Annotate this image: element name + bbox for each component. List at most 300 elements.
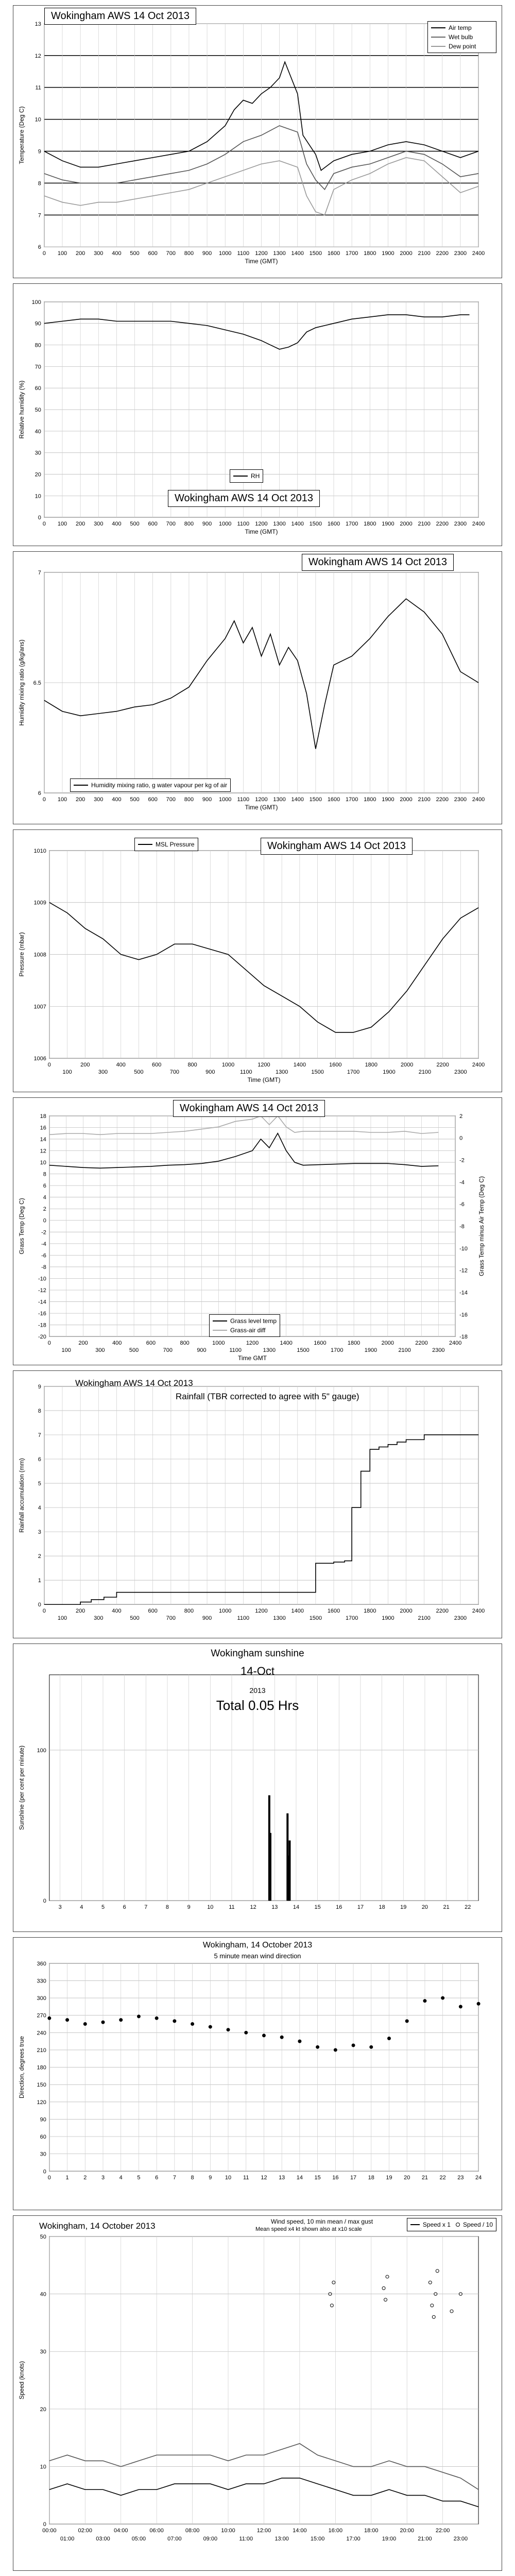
rainfall-title: Wokingham AWS 14 Oct 2013 bbox=[75, 1378, 193, 1388]
legend-swatch bbox=[431, 27, 445, 28]
legend-swatch bbox=[213, 1330, 227, 1331]
y-tick-label: -4 bbox=[41, 1241, 46, 1247]
y-tick-label: -16 bbox=[38, 1311, 46, 1317]
data-point bbox=[352, 2044, 355, 2047]
x-tick-label: 1700 bbox=[345, 521, 358, 528]
x-tick-label: 800 bbox=[184, 1608, 194, 1615]
y-tick-label: 270 bbox=[37, 2012, 46, 2019]
y-tick-label: 5 bbox=[38, 1481, 41, 1487]
mixing-ratio-chart bbox=[13, 551, 502, 824]
x-tick-label: 00:00 bbox=[42, 2528, 57, 2534]
x-tick-label: 1100 bbox=[237, 796, 250, 803]
wind-direction-chart bbox=[13, 1937, 502, 2210]
x-tick-label: 23:00 bbox=[453, 2536, 468, 2543]
x-tick-label: 2400 bbox=[472, 1062, 485, 1069]
data-point bbox=[119, 2019, 123, 2022]
x-tick-label: 10 bbox=[225, 2175, 232, 2181]
x-tick-label: 12:00 bbox=[256, 2528, 271, 2534]
data-point bbox=[316, 2045, 319, 2048]
x-tick-label: 20:00 bbox=[400, 2528, 414, 2534]
x-tick-label: 900 bbox=[205, 1069, 215, 1076]
y-tick-label: 12 bbox=[40, 1148, 46, 1155]
data-point bbox=[477, 2002, 480, 2005]
x-tick-label: 200 bbox=[78, 1340, 88, 1347]
grass-temp-legend bbox=[209, 1314, 280, 1337]
legend-mixing-ratio bbox=[74, 781, 227, 790]
x-tick-label: 7 bbox=[173, 2175, 176, 2181]
x-tick-label: 1200 bbox=[255, 1608, 268, 1615]
x-tick-label: 200 bbox=[75, 796, 85, 803]
x-tick-label: 2200 bbox=[436, 521, 449, 528]
legend-grass-level bbox=[213, 1316, 277, 1326]
wind-speed-svg bbox=[13, 2216, 502, 2570]
data-point bbox=[137, 2015, 140, 2018]
y-tick-label: 10 bbox=[35, 493, 41, 500]
data-point bbox=[280, 2036, 283, 2039]
y-tick-label: 6.5 bbox=[33, 680, 41, 687]
x-tick-label: 4 bbox=[80, 1904, 83, 1911]
x-tick-label: 1700 bbox=[347, 1069, 360, 1076]
y-tick-label: -20 bbox=[38, 1334, 46, 1341]
x-axis-label: Time GMT bbox=[237, 1354, 267, 1362]
x-tick-label: 1000 bbox=[219, 250, 232, 257]
x-tick-label: 700 bbox=[166, 1615, 176, 1622]
x-tick-label: 1500 bbox=[311, 1069, 324, 1076]
x-tick-label: 2400 bbox=[472, 1608, 485, 1615]
y-axis-label: Speed (knots) bbox=[18, 2361, 25, 2400]
x-tick-label: 1800 bbox=[364, 1608, 376, 1615]
rainfall-subtitle: Rainfall (TBR corrected to agree with 5" gauge) bbox=[176, 1392, 359, 1401]
data-point bbox=[83, 2023, 87, 2026]
x-axis-label: Time (GMT) bbox=[245, 258, 278, 265]
x-tick-label: 0 bbox=[42, 796, 46, 803]
x-axis-label: Time (GMT) bbox=[247, 1076, 281, 1084]
legend-label: Humidity mixing ratio, g water vapour per kg of air bbox=[91, 782, 228, 789]
x-tick-label: 1900 bbox=[382, 1615, 394, 1622]
x-tick-label: 500 bbox=[129, 1347, 139, 1354]
x-tick-label: 21 bbox=[443, 1904, 450, 1911]
x-axis-label: Time (GMT) bbox=[245, 528, 278, 536]
x-tick-label: 16:00 bbox=[328, 2528, 343, 2534]
x-tick-label: 1400 bbox=[280, 1340, 293, 1347]
x-tick-label: 20 bbox=[404, 2175, 410, 2181]
y-tick-label: 20 bbox=[35, 471, 41, 478]
y2-tick-label: -18 bbox=[459, 1334, 468, 1341]
x-tick-label: 1100 bbox=[237, 521, 250, 528]
x-tick-label: 1400 bbox=[291, 796, 304, 803]
x-tick-label: 2300 bbox=[454, 1615, 467, 1622]
y2-tick-label: -10 bbox=[459, 1245, 468, 1252]
x-tick-label: 1900 bbox=[382, 521, 394, 528]
x-tick-label: 11 bbox=[243, 2175, 249, 2181]
legend-label: Grass level temp bbox=[230, 1317, 277, 1325]
y-tick-label: -18 bbox=[38, 1322, 46, 1329]
y-tick-label: 6 bbox=[43, 1183, 46, 1190]
y-tick-label: 4 bbox=[38, 1505, 41, 1512]
x-tick-label: 300 bbox=[94, 1615, 104, 1622]
x-tick-label: 1900 bbox=[382, 250, 394, 257]
y-tick-label: 6 bbox=[38, 1456, 41, 1463]
x-tick-label: 1200 bbox=[255, 521, 268, 528]
y-axis-label: Rainfall accumulation (mm) bbox=[18, 1458, 25, 1533]
grass-temp-title: Wokingham AWS 14 Oct 2013 bbox=[173, 1100, 325, 1117]
y-axis-label: Sunshine (per cent per minute) bbox=[18, 1745, 25, 1831]
x-tick-label: 1300 bbox=[263, 1347, 276, 1354]
x-tick-label: 0 bbox=[42, 521, 46, 528]
data-point bbox=[370, 2045, 373, 2048]
y-tick-label: 1007 bbox=[33, 1004, 46, 1010]
x-tick-label: 2200 bbox=[436, 1062, 449, 1069]
legend-swatch bbox=[138, 844, 152, 845]
y-tick-label: 0 bbox=[38, 1602, 41, 1608]
x-tick-label: 14 bbox=[293, 1904, 300, 1911]
y-tick-label: 360 bbox=[37, 1960, 46, 1967]
humidity-legend bbox=[230, 469, 263, 483]
y-tick-label: 180 bbox=[37, 2064, 46, 2071]
sunshine-bar bbox=[288, 1840, 290, 1901]
data-point bbox=[173, 2020, 176, 2023]
legend-label: Air temp bbox=[449, 24, 472, 31]
y-tick-label: 0 bbox=[43, 2521, 46, 2528]
x-tick-label: 15:00 bbox=[310, 2536, 325, 2543]
x-tick-label: 200 bbox=[75, 1608, 85, 1615]
x-tick-label: 14 bbox=[296, 2175, 303, 2181]
x-tick-label: 200 bbox=[75, 521, 85, 528]
wind-speed-title: Wokingham, 14 October 2013 bbox=[39, 2221, 156, 2231]
x-tick-label: 1300 bbox=[275, 1069, 288, 1076]
y2-tick-label: -4 bbox=[459, 1179, 465, 1186]
x-tick-label: 13 bbox=[271, 1904, 278, 1911]
x-tick-label: 300 bbox=[94, 250, 104, 257]
temperature-chart bbox=[13, 5, 502, 278]
y2-tick-label: -2 bbox=[459, 1157, 465, 1164]
y-tick-label: -6 bbox=[41, 1252, 46, 1259]
y-axis-label: Direction, degrees true bbox=[18, 2036, 25, 2098]
x-tick-label: 400 bbox=[112, 796, 122, 803]
rainfall-chart bbox=[13, 1370, 502, 1638]
x-tick-label: 13 bbox=[279, 2175, 285, 2181]
data-point bbox=[405, 2020, 408, 2023]
x-tick-label: 600 bbox=[148, 250, 158, 257]
x-tick-label: 2000 bbox=[401, 1062, 414, 1069]
x-tick-label: 100 bbox=[57, 1615, 67, 1622]
x-tick-label: 2400 bbox=[472, 521, 485, 528]
y-tick-label: 100 bbox=[31, 299, 41, 306]
x-tick-label: 1100 bbox=[229, 1347, 242, 1354]
legend-wet-bulb bbox=[431, 32, 493, 42]
data-point bbox=[48, 2016, 51, 2020]
x-tick-label: 5 bbox=[101, 1904, 105, 1911]
x-tick-label: 700 bbox=[166, 521, 176, 528]
x-tick-label: 1800 bbox=[364, 250, 376, 257]
x-tick-label: 1000 bbox=[219, 796, 232, 803]
x-tick-label: 1200 bbox=[258, 1062, 270, 1069]
data-point bbox=[101, 2021, 105, 2024]
x-tick-label: 700 bbox=[166, 250, 176, 257]
x-tick-label: 1700 bbox=[331, 1347, 344, 1354]
data-point bbox=[155, 2016, 158, 2020]
y-axis-label: Relative humidity (%) bbox=[18, 380, 25, 439]
x-tick-label: 1600 bbox=[327, 796, 340, 803]
y-tick-label: 100 bbox=[37, 1747, 46, 1754]
wind-direction-subtitle: 5 minute mean wind direction bbox=[214, 1952, 301, 1960]
rainfall-svg bbox=[13, 1371, 502, 1638]
x-tick-label: 100 bbox=[62, 1069, 72, 1076]
x-tick-label: 3 bbox=[101, 2175, 105, 2181]
x-tick-label: 1700 bbox=[345, 1615, 358, 1622]
y-axis-label: Temperature (Deg C) bbox=[18, 106, 25, 164]
x-tick-label: 18 bbox=[368, 2175, 374, 2181]
y-tick-label: 8 bbox=[38, 1408, 41, 1414]
x-tick-label: 500 bbox=[130, 796, 140, 803]
y-tick-label: 50 bbox=[40, 2233, 46, 2240]
x-tick-label: 8 bbox=[165, 1904, 169, 1911]
x-tick-label: 1000 bbox=[221, 1062, 235, 1069]
x-tick-label: 300 bbox=[98, 1069, 108, 1076]
x-tick-label: 10 bbox=[207, 1904, 214, 1911]
x-tick-label: 20 bbox=[421, 1904, 428, 1911]
x-tick-label: 9 bbox=[209, 2175, 212, 2181]
x-tick-label: 600 bbox=[146, 1340, 156, 1347]
y-tick-label: 2 bbox=[38, 1553, 41, 1560]
x-tick-label: 900 bbox=[202, 796, 212, 803]
x-tick-label: 14:00 bbox=[293, 2528, 307, 2534]
y-tick-label: 60 bbox=[40, 2134, 46, 2141]
x-tick-label: 2100 bbox=[418, 521, 431, 528]
x-tick-label: 1100 bbox=[237, 1615, 250, 1622]
y-axis-label: Pressure (mbar) bbox=[18, 932, 25, 977]
x-tick-label: 4 bbox=[119, 2175, 123, 2181]
x-tick-label: 100 bbox=[57, 250, 67, 257]
y-tick-label: 80 bbox=[35, 342, 41, 349]
pressure-chart bbox=[13, 829, 502, 1092]
x-tick-label: 22 bbox=[439, 2175, 446, 2181]
x-tick-label: 1500 bbox=[309, 250, 322, 257]
x-tick-label: 1200 bbox=[255, 796, 268, 803]
x-tick-label: 0 bbox=[47, 1340, 51, 1347]
x-tick-label: 0 bbox=[42, 1608, 46, 1615]
y-tick-label: 8 bbox=[38, 180, 41, 187]
legend-label: Grass-air diff bbox=[230, 1327, 266, 1334]
x-tick-label: 17:00 bbox=[346, 2536, 360, 2543]
data-point bbox=[334, 2048, 337, 2052]
legend-label: Dew point bbox=[449, 43, 476, 50]
x-tick-label: 8 bbox=[191, 2175, 194, 2181]
legend-label: Speed / 10 bbox=[462, 2221, 493, 2228]
data-point bbox=[459, 2005, 462, 2008]
wind-speed-legend bbox=[407, 2218, 496, 2231]
y-tick-label: 300 bbox=[37, 1995, 46, 2002]
y-tick-label: -2 bbox=[41, 1229, 46, 1236]
y2-tick-label: -6 bbox=[459, 1201, 465, 1208]
legend-dew-point bbox=[431, 42, 493, 51]
y-tick-label: 1006 bbox=[33, 1056, 46, 1062]
x-tick-label: 18 bbox=[379, 1904, 385, 1911]
y-tick-label: 0 bbox=[43, 1898, 46, 1905]
x-tick-label: 2400 bbox=[472, 250, 485, 257]
x-tick-label: 1600 bbox=[329, 1062, 342, 1069]
legend-rh bbox=[233, 471, 260, 481]
y-tick-label: 1010 bbox=[33, 848, 46, 854]
x-tick-label: 1900 bbox=[383, 1069, 396, 1076]
x-tick-label: 3 bbox=[58, 1904, 62, 1911]
y-tick-label: 1009 bbox=[33, 900, 46, 906]
x-tick-label: 2300 bbox=[454, 796, 467, 803]
x-tick-label: 2000 bbox=[400, 521, 413, 528]
x-tick-label: 13:00 bbox=[274, 2536, 289, 2543]
x-tick-label: 1700 bbox=[345, 796, 358, 803]
x-tick-label: 0 bbox=[47, 2175, 51, 2181]
x-tick-label: 17 bbox=[350, 2175, 357, 2181]
y-tick-label: 20 bbox=[40, 2406, 46, 2413]
y-tick-label: 11 bbox=[35, 84, 41, 91]
sunshine-title: Wokingham sunshine bbox=[211, 1648, 304, 1659]
wind-direction-title: Wokingham, 14 October 2013 bbox=[202, 1941, 313, 1950]
x-tick-label: 2200 bbox=[436, 1608, 449, 1615]
humidity-title: Wokingham AWS 14 Oct 2013 bbox=[168, 490, 320, 507]
x-tick-label: 500 bbox=[130, 250, 140, 257]
pressure-svg bbox=[13, 830, 502, 1092]
x-tick-label: 1300 bbox=[273, 796, 286, 803]
y2-tick-label: 2 bbox=[459, 1113, 463, 1120]
data-point bbox=[209, 2025, 212, 2028]
x-tick-label: 500 bbox=[130, 521, 140, 528]
x-tick-label: 1600 bbox=[314, 1340, 327, 1347]
y-tick-label: 120 bbox=[37, 2099, 46, 2106]
x-tick-label: 15 bbox=[314, 2175, 321, 2181]
x-tick-label: 700 bbox=[169, 1069, 180, 1076]
y-tick-label: 30 bbox=[40, 2151, 46, 2158]
x-tick-label: 2000 bbox=[400, 796, 413, 803]
sunshine-year: 2013 bbox=[249, 1686, 266, 1694]
y-tick-label: 8 bbox=[43, 1171, 46, 1178]
x-tick-label: 500 bbox=[134, 1069, 144, 1076]
sunshine-bar bbox=[269, 1833, 271, 1901]
x-tick-label: 2400 bbox=[449, 1340, 462, 1347]
y-tick-label: 3 bbox=[38, 1529, 41, 1536]
x-tick-label: 16 bbox=[332, 2175, 339, 2181]
x-tick-label: 800 bbox=[184, 250, 194, 257]
x-tick-label: 2100 bbox=[418, 1615, 431, 1622]
x-tick-label: 800 bbox=[184, 521, 194, 528]
x-tick-label: 18:00 bbox=[364, 2528, 379, 2534]
x-tick-label: 08:00 bbox=[185, 2528, 200, 2534]
sunshine-total: Total 0.05 Hrs bbox=[216, 1698, 299, 1713]
x-tick-label: 1400 bbox=[293, 1062, 306, 1069]
y-tick-label: -12 bbox=[38, 1287, 46, 1294]
y-tick-label: -8 bbox=[41, 1264, 46, 1270]
legend-swatch bbox=[431, 46, 445, 47]
x-tick-label: 400 bbox=[116, 1062, 126, 1069]
legend-speed-x1 bbox=[410, 2220, 451, 2229]
x-tick-label: 04:00 bbox=[113, 2528, 128, 2534]
wind-speed-subtitle: Wind speed, 10 min mean / max gust bbox=[271, 2218, 373, 2225]
y-tick-label: 13 bbox=[35, 21, 41, 27]
x-tick-label: 700 bbox=[163, 1347, 173, 1354]
x-tick-label: 2000 bbox=[400, 250, 413, 257]
y-tick-label: 60 bbox=[35, 385, 41, 392]
x-tick-label: 1000 bbox=[219, 521, 232, 528]
x-tick-label: 1300 bbox=[273, 250, 286, 257]
x-tick-label: 400 bbox=[112, 1340, 122, 1347]
x-tick-label: 1500 bbox=[309, 1615, 322, 1622]
y-tick-label: -10 bbox=[38, 1276, 46, 1282]
wind-speed-chart bbox=[13, 2215, 502, 2571]
legend-swatch bbox=[233, 476, 248, 477]
y-tick-label: 150 bbox=[37, 2082, 46, 2089]
legend-swatch bbox=[74, 785, 88, 786]
y-tick-label: 6 bbox=[38, 244, 41, 251]
y-tick-label: 16 bbox=[40, 1125, 46, 1131]
x-tick-label: 900 bbox=[202, 1615, 212, 1622]
x-tick-label: 19 bbox=[400, 1904, 407, 1911]
grass-temp-chart bbox=[13, 1097, 502, 1365]
legend-grass-air bbox=[213, 1326, 277, 1335]
y-tick-label: 10 bbox=[40, 2464, 46, 2470]
legend-label: Wet bulb bbox=[449, 33, 473, 41]
legend-swatch bbox=[410, 2224, 420, 2225]
y-tick-label: 1 bbox=[38, 1578, 41, 1584]
x-tick-label: 1600 bbox=[327, 521, 340, 528]
y-axis-label: Grass Temp (Deg C) bbox=[18, 1198, 25, 1255]
legend-swatch bbox=[431, 37, 445, 38]
x-tick-label: 600 bbox=[148, 1608, 158, 1615]
x-tick-label: 0 bbox=[42, 250, 46, 257]
x-tick-label: 2300 bbox=[432, 1347, 445, 1354]
x-tick-label: 900 bbox=[197, 1347, 207, 1354]
x-tick-label: 1300 bbox=[273, 1615, 286, 1622]
y-tick-label: 0 bbox=[43, 1217, 46, 1224]
x-tick-label: 100 bbox=[57, 796, 67, 803]
sunshine-date: 14-Oct bbox=[240, 1665, 275, 1677]
data-point bbox=[423, 1999, 426, 2003]
y-tick-label: 0 bbox=[38, 515, 41, 521]
x-tick-label: 01:00 bbox=[60, 2536, 75, 2543]
y-tick-label: 7 bbox=[38, 212, 41, 219]
x-tick-label: 19:00 bbox=[382, 2536, 397, 2543]
x-tick-label: 200 bbox=[80, 1062, 90, 1069]
wind-speed-subtitle2: Mean speed x4 kt shown also at x10 scale bbox=[255, 2226, 362, 2232]
data-point bbox=[262, 2034, 265, 2037]
x-tick-label: 16 bbox=[336, 1904, 342, 1911]
x-tick-label: 600 bbox=[148, 796, 158, 803]
x-tick-label: 2100 bbox=[418, 250, 431, 257]
x-tick-label: 1100 bbox=[237, 250, 250, 257]
x-tick-label: 1300 bbox=[273, 521, 286, 528]
x-tick-label: 22:00 bbox=[435, 2528, 450, 2534]
pressure-title: Wokingham AWS 14 Oct 2013 bbox=[261, 838, 413, 855]
y-tick-label: 9 bbox=[38, 148, 41, 155]
x-tick-label: 7 bbox=[144, 1904, 148, 1911]
x-tick-label: 21:00 bbox=[418, 2536, 432, 2543]
x-tick-label: 1200 bbox=[255, 250, 268, 257]
x-tick-label: 03:00 bbox=[96, 2536, 110, 2543]
x-tick-label: 300 bbox=[95, 1347, 105, 1354]
mixing-ratio-title: Wokingham AWS 14 Oct 2013 bbox=[302, 554, 454, 571]
y2-axis-label: Grass Temp minus Air Temp (Deg C) bbox=[478, 1176, 486, 1277]
x-tick-label: 15 bbox=[314, 1904, 321, 1911]
x-tick-label: 6 bbox=[155, 2175, 159, 2181]
x-tick-label: 2400 bbox=[472, 796, 485, 803]
x-tick-label: 12 bbox=[261, 2175, 267, 2181]
y-tick-label: 40 bbox=[35, 428, 41, 435]
y-tick-label: 210 bbox=[37, 2047, 46, 2054]
x-tick-label: 800 bbox=[180, 1340, 190, 1347]
y-tick-label: 240 bbox=[37, 2030, 46, 2037]
x-tick-label: 2300 bbox=[454, 1069, 467, 1076]
x-tick-label: 300 bbox=[94, 796, 104, 803]
data-point bbox=[227, 2028, 230, 2031]
